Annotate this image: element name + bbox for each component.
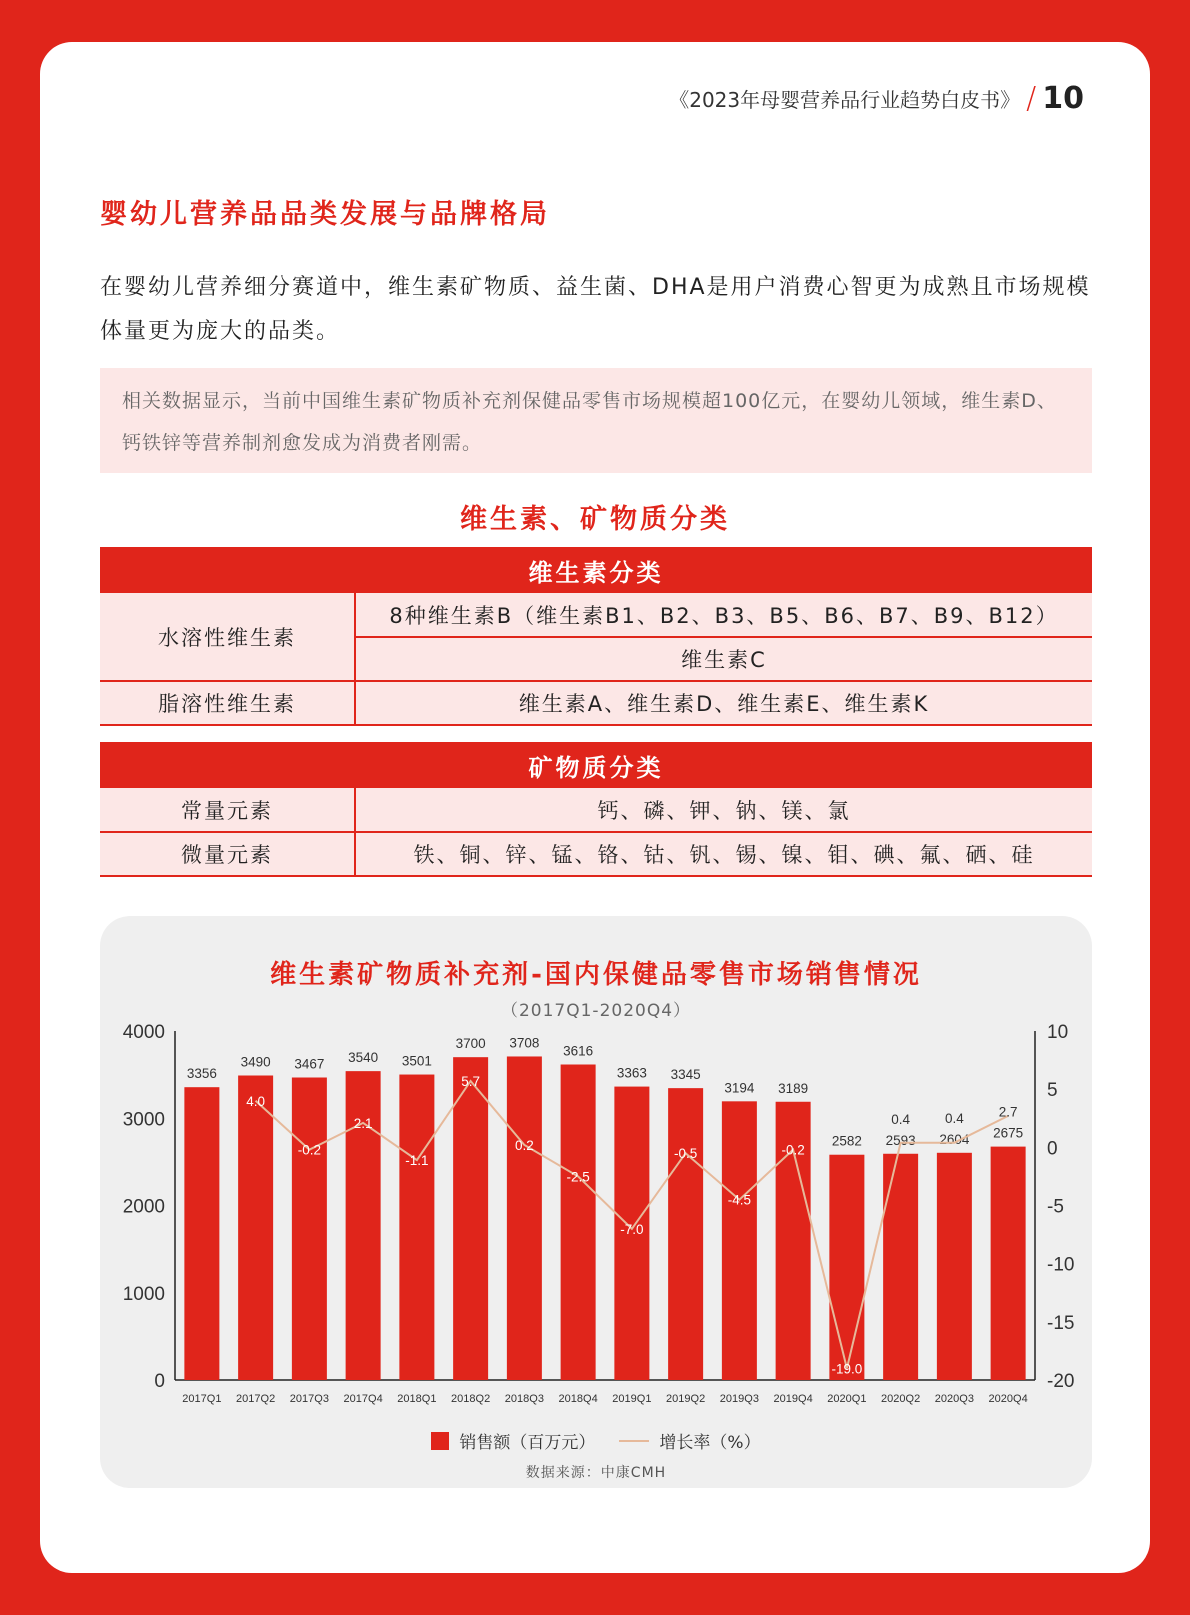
water-soluble-label: 水溶性维生素 — [100, 593, 355, 681]
growth-rate-label: -0.2 — [297, 1142, 322, 1158]
fat-soluble-label: 脂溶性维生素 — [100, 681, 355, 725]
bar-value-label: 3540 — [348, 1050, 379, 1066]
growth-rate-label: -1.1 — [405, 1153, 429, 1169]
section-title: 婴幼儿营养品品类发展与品牌格局 — [100, 199, 550, 230]
x-tick-label: 2020Q1 — [827, 1393, 867, 1405]
y-left-tick-label: 1000 — [122, 1283, 165, 1305]
x-tick-label: 2018Q3 — [504, 1393, 544, 1405]
x-tick-label: 2017Q2 — [236, 1393, 276, 1405]
y-right-tick-label: -10 — [1047, 1254, 1075, 1276]
bar — [883, 1154, 918, 1380]
bar — [722, 1101, 757, 1380]
chart-source: 数据来源：中康CMH — [525, 1465, 667, 1481]
growth-rate-label: 0.4 — [944, 1110, 964, 1126]
major-element-cell: 钙、磷、钾、钠、镁、氯 — [355, 788, 1092, 832]
bar — [399, 1075, 434, 1380]
bar-value-label: 3356 — [186, 1066, 217, 1082]
classification-title: 维生素、矿物质分类 — [460, 504, 730, 535]
page-card — [40, 42, 1150, 1573]
page-number: 10 — [1042, 80, 1084, 116]
sales-chart — [100, 916, 1092, 1426]
data-note: 相关数据显示，当前中国维生素矿物质补充剂保健品零售市场规模超100亿元，在婴幼儿领域，维生素D、钙铁锌等营养制剂愈发成为消费者刚需。 — [100, 368, 1092, 473]
bar-value-label: 3501 — [401, 1053, 432, 1069]
bar-value-label: 2593 — [885, 1132, 916, 1148]
vitamin-c-cell: 维生素C — [355, 637, 1092, 681]
x-tick-label: 2019Q2 — [666, 1393, 706, 1405]
page-header — [669, 78, 1084, 118]
bar-value-label: 3194 — [724, 1080, 755, 1096]
x-tick-label: 2017Q1 — [182, 1393, 222, 1405]
x-tick-label: 2020Q4 — [988, 1393, 1028, 1405]
growth-rate-label: -0.5 — [673, 1146, 698, 1162]
x-tick-label: 2020Q2 — [881, 1393, 921, 1405]
vitamin-table-header: 维生素分类 — [100, 547, 1092, 593]
bar — [453, 1057, 488, 1380]
growth-rate-label: 2.1 — [353, 1115, 373, 1131]
legend-line-label: 增长率（%） — [659, 1433, 761, 1453]
sales-chart-panel — [100, 916, 1092, 1488]
x-tick-label: 2017Q4 — [343, 1393, 383, 1405]
x-tick-label: 2019Q4 — [773, 1393, 813, 1405]
bar — [507, 1056, 542, 1380]
bar — [561, 1065, 596, 1380]
legend-bar-label: 销售额（百万元） — [459, 1433, 596, 1453]
growth-rate-label: 5.7 — [461, 1074, 481, 1090]
y-right-tick-label: 5 — [1047, 1080, 1058, 1102]
y-right-tick-label: 0 — [1047, 1138, 1058, 1160]
bar — [937, 1153, 972, 1380]
chart-title: 维生素矿物质补充剂-国内保健品零售市场销售情况 — [270, 960, 922, 990]
intro-paragraph: 在婴幼儿营养细分赛道中，维生素矿物质、益生菌、DHA是用户消费心智更为成熟且市场规模体量更为庞大的品类。 — [100, 275, 1091, 344]
y-left-tick-label: 2000 — [122, 1196, 165, 1218]
growth-rate-label: 0.2 — [514, 1138, 534, 1154]
x-tick-label: 2018Q1 — [397, 1393, 437, 1405]
x-tick-label: 2018Q2 — [451, 1393, 491, 1405]
growth-rate-label: -2.5 — [566, 1169, 590, 1185]
growth-rate-label: -4.5 — [727, 1192, 752, 1208]
y-right-tick-label: -5 — [1047, 1196, 1064, 1218]
bar — [668, 1088, 703, 1380]
chart-subtitle: （2017Q1-2020Q4） — [500, 1001, 692, 1021]
trace-element-label: 微量元素 — [100, 832, 355, 876]
legend-bar-swatch — [431, 1432, 449, 1450]
x-tick-label: 2019Q3 — [719, 1393, 759, 1405]
growth-rate-label: -19.0 — [831, 1361, 863, 1377]
y-left-tick-label: 4000 — [122, 1022, 165, 1043]
growth-rate-label: -7.0 — [620, 1221, 644, 1237]
trace-element-cell: 铁、铜、锌、锰、铬、钴、钒、锡、镍、钼、碘、氟、硒、硅 — [355, 832, 1092, 876]
y-left-tick-label: 0 — [154, 1371, 165, 1392]
bar-value-label: 3363 — [616, 1065, 647, 1081]
mineral-table — [100, 742, 1092, 877]
legend-line-swatch — [619, 1440, 649, 1442]
bar — [829, 1155, 864, 1380]
bar-value-label: 2604 — [939, 1131, 970, 1147]
x-tick-label: 2017Q3 — [289, 1393, 329, 1405]
bar — [184, 1087, 219, 1380]
chart-legend — [100, 1428, 1092, 1453]
vitamin-b-cell: 8种维生素B（维生素B1、B2、B3、B5、B6、B7、B9、B12） — [355, 593, 1092, 637]
document-title: 《2023年母婴营养品行业趋势白皮书》 — [669, 87, 1021, 112]
bar-value-label: 3467 — [294, 1056, 325, 1072]
bar-value-label: 3189 — [778, 1080, 809, 1096]
bar-value-label: 3490 — [240, 1054, 271, 1070]
y-right-tick-label: -15 — [1047, 1312, 1075, 1334]
growth-rate-label: 2.7 — [998, 1104, 1018, 1120]
x-tick-label: 2019Q1 — [612, 1393, 652, 1405]
major-element-label: 常量元素 — [100, 788, 355, 832]
bar — [991, 1147, 1026, 1380]
x-tick-label: 2018Q4 — [558, 1393, 598, 1405]
vitamin-table — [100, 547, 1092, 726]
bar — [292, 1078, 327, 1380]
bar-value-label: 3345 — [670, 1067, 701, 1083]
y-right-tick-label: 10 — [1047, 1022, 1069, 1043]
bar-value-label: 3700 — [455, 1036, 486, 1052]
bar-value-label: 2675 — [993, 1125, 1024, 1141]
growth-rate-label: 4.0 — [246, 1093, 266, 1109]
y-right-tick-label: -20 — [1047, 1371, 1075, 1392]
fat-soluble-cell: 维生素A、维生素D、维生素E、维生素K — [355, 681, 1092, 725]
bar-value-label: 3708 — [509, 1035, 540, 1051]
bar-value-label: 3616 — [563, 1043, 594, 1059]
y-left-tick-label: 3000 — [122, 1109, 165, 1131]
header-separator: / — [1026, 80, 1037, 116]
mineral-table-header: 矿物质分类 — [100, 742, 1092, 788]
growth-rate-label: -0.2 — [781, 1142, 805, 1158]
bar-value-label: 2582 — [831, 1133, 862, 1149]
growth-rate-label: 0.4 — [891, 1111, 911, 1127]
bar — [238, 1075, 273, 1380]
x-tick-label: 2020Q3 — [934, 1393, 974, 1405]
